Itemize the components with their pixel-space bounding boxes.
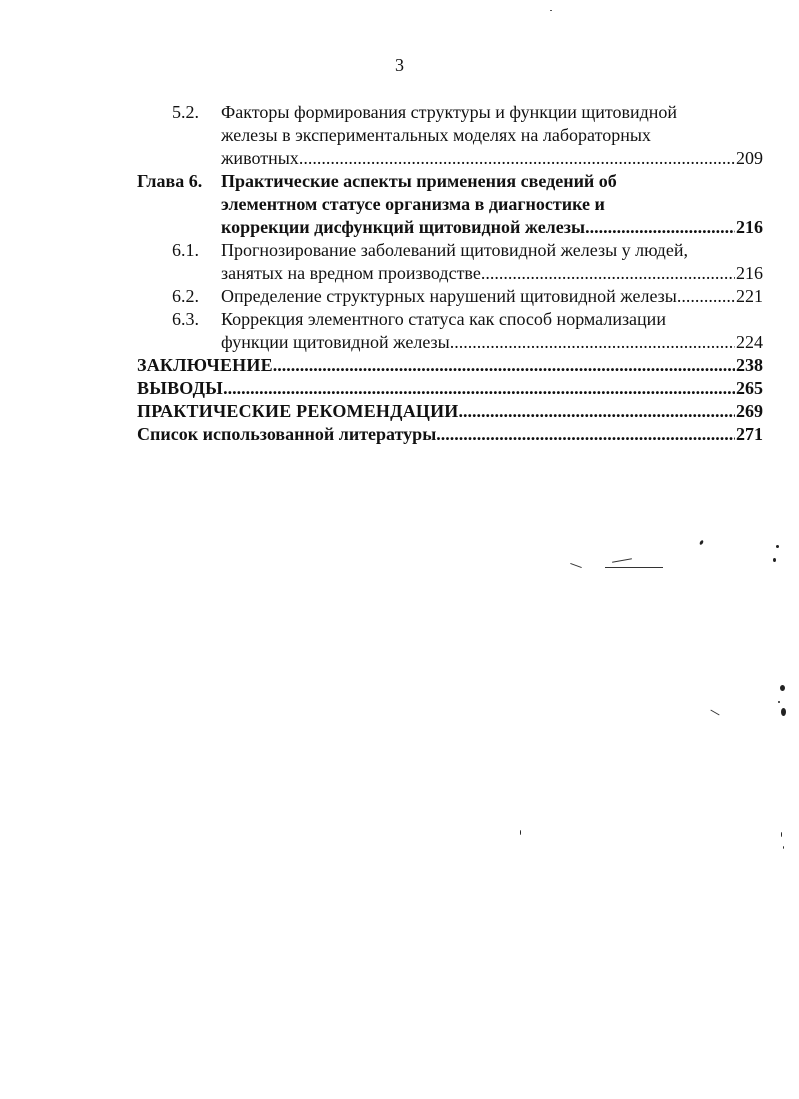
- toc-entry-title-end: коррекции дисфункций щитовидной железы: [221, 217, 586, 237]
- toc-entry-references: [137, 423, 763, 446]
- toc-entry-number: Глава 6.: [137, 171, 203, 191]
- scan-speck: [520, 830, 521, 835]
- dot-leader: [677, 285, 735, 308]
- toc-page-number: 209: [736, 148, 763, 168]
- table-of-contents: [137, 101, 763, 446]
- scan-stroke: [710, 710, 719, 716]
- toc-entry-chapter-6: [137, 170, 763, 239]
- toc-page-number: 269: [736, 401, 763, 421]
- toc-entry-title-end: ПРАКТИЧЕСКИЕ РЕКОМЕНДАЦИИ: [137, 401, 459, 421]
- toc-entry-title-end: животных: [221, 148, 299, 168]
- toc-page-number: 216: [736, 217, 763, 237]
- dot-leader: [273, 354, 735, 377]
- toc-entry-line: Практические аспекты применения сведений об: [221, 171, 617, 191]
- toc-entry-number: 6.1.: [172, 240, 199, 260]
- toc-entry-line: Прогнозирование заболеваний щитовидной железы у людей,: [221, 240, 688, 260]
- toc-page-number: 224: [736, 332, 763, 352]
- toc-entry-title-end: функции щитовидной железы: [221, 332, 450, 352]
- toc-entry-number: 6.2.: [172, 286, 199, 306]
- toc-entry-line: элементном статусе организма в диагностике и: [221, 194, 605, 214]
- toc-entry-conclusion: [137, 354, 763, 377]
- toc-entry-6-1: [137, 239, 763, 285]
- toc-entry-title-end: Список использованной литературы: [137, 424, 437, 444]
- scan-speck: [781, 708, 786, 716]
- dot-leader: [223, 377, 735, 400]
- toc-page-number: 221: [736, 286, 763, 306]
- dot-leader: [450, 331, 735, 354]
- toc-entry-line: железы в экспериментальных моделях на лабораторных: [221, 125, 651, 145]
- scan-speck: [781, 832, 782, 837]
- scan-speck: [783, 846, 784, 849]
- dot-leader: [436, 423, 735, 446]
- toc-entry-recommendations: [137, 400, 763, 423]
- page-number: 3: [395, 55, 404, 75]
- scan-stroke: [570, 563, 582, 568]
- toc-entry-title-end: Определение структурных нарушений щитовидной железы: [221, 286, 677, 306]
- dot-leader: [299, 147, 735, 170]
- dot-leader: [585, 216, 735, 239]
- toc-entry-title-end: занятых на вредном производстве: [221, 263, 481, 283]
- toc-entry-number: 6.3.: [172, 309, 199, 329]
- scan-speck: [776, 545, 779, 548]
- toc-entry-title-end: ВЫВОДЫ: [137, 378, 224, 398]
- toc-entry-line: Коррекция элементного статуса как способ нормализации: [221, 309, 666, 329]
- toc-entry-number: 5.2.: [172, 102, 199, 122]
- toc-page-number: 216: [736, 263, 763, 283]
- toc-entry-title-end: ЗАКЛЮЧЕНИЕ: [137, 355, 273, 375]
- scan-speck: [773, 558, 776, 562]
- dot-leader: [481, 262, 735, 285]
- scan-speck: [780, 685, 785, 691]
- dot-leader: [459, 400, 735, 423]
- toc-page-number: 271: [736, 424, 763, 444]
- toc-entry-6-3: [137, 308, 763, 354]
- toc-entry-line: Факторы формирования структуры и функции щитовидной: [221, 102, 678, 122]
- toc-entry-6-2: [137, 285, 763, 308]
- scan-speck: [550, 10, 552, 11]
- scan-speck: [699, 540, 704, 546]
- scan-speck: [778, 701, 780, 703]
- toc-page-number: 238: [736, 355, 763, 375]
- scan-stroke: [605, 567, 663, 568]
- toc-page-number: 265: [736, 378, 763, 398]
- scan-stroke: [612, 558, 632, 562]
- toc-entry-findings: [137, 377, 763, 400]
- toc-entry-5-2: [137, 101, 763, 170]
